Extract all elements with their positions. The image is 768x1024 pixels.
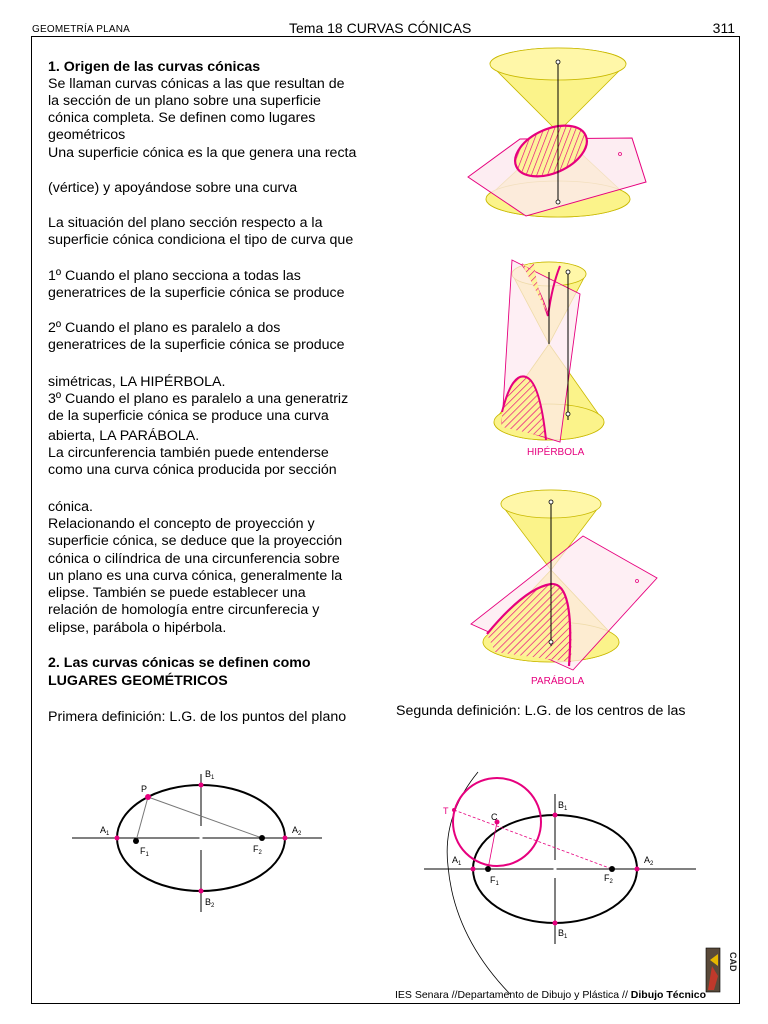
header-subject: GEOMETRÍA PLANA [32,24,131,35]
hyperbola-caption: HIPÉRBOLA [527,447,585,458]
parabola-caption: PARÁBOLA [531,676,585,687]
text-line: cónica completa. Se definen como lugares [48,110,316,126]
text-line: elipse, parábola o hipérbola. [48,620,227,636]
logo-text: CAD [728,952,738,972]
point-a1-label: $A_1$ [452,855,462,867]
focus-f1-label: $F_1$ [140,846,149,858]
point-a2-label: $A_2$ [644,855,654,867]
text-line: de la superficie cónica se produce una curva [48,408,329,424]
second-definition: Segunda definición: L.G. de los centros de las [396,703,686,719]
text-line: 2º Cuando el plano es paralelo a dos [48,320,281,336]
text-line: un plano es una curva cónica, generalmente la [48,568,343,584]
text-line: generatrices de la superficie cónica se produce [48,337,345,353]
point-b1-label: $B_1$ [558,800,568,812]
text-line: superficie cónica condiciona el tipo de curva que [48,232,354,248]
text-line: cónica. [48,499,93,515]
hyperbola-cone-figure [482,252,612,452]
point-a2-label: $A_2$ [292,825,302,837]
text-line: La situación del plano sección respecto a la [48,215,323,231]
ellipse-foci-diagram [70,766,330,916]
footer-bold: Dibujo Técnico [630,989,707,1001]
focus-f2-label: $F_2$ [253,844,262,856]
text-line: elipse. También se puede establecer una [48,585,306,601]
point-b1-label: $B_1$ [205,769,215,781]
point-p-label: P [141,784,148,794]
ellipse-cone-figure [462,42,662,222]
text-line: simétricas, LA HIPÉRBOLA. [48,374,226,390]
cad-logo [706,946,736,998]
footer [395,989,706,1001]
text-line: generatrices de la superficie cónica se produce [48,285,345,301]
text-line: como una curva cónica producida por sección [48,462,337,478]
text-line: Una superficie cónica es la que genera una recta [48,145,357,161]
focus-f1-label: $F_1$ [490,875,499,887]
point-b1-lower-label: $B_1$ [558,928,568,940]
text-line: cónica o cilíndrica de una circunferencia sobre [48,551,340,567]
text-line: geométricos [48,127,126,143]
text-line: Se llaman curvas cónicas a las que resultan de [48,76,345,92]
focus-f2-label: $F_2$ [604,873,613,885]
header-title: Tema 18 CURVAS CÓNICAS [289,20,472,36]
text-line: La circunferencia también puede entenderse [48,445,329,461]
section2-heading-line2: LUGARES GEOMÉTRICOS [48,673,228,689]
section1-heading: 1. Origen de las curvas cónicas [48,59,261,75]
point-a1-label: $A_1$ [100,825,110,837]
text-line: superficie cónica, se deduce que la proyección [48,533,343,549]
section2-heading: 2. Las curvas cónicas se definen como [48,655,311,671]
parabola-cone-figure [465,484,665,680]
text-line: Relacionando el concepto de proyección y [48,516,315,532]
text-line: la sección de un plano sobre una superficie [48,93,321,109]
text-line: abierta, LA PARÁBOLA. [48,428,200,444]
text-line: 3º Cuando el plano es paralelo a una generatriz [48,391,349,407]
text-line: (vértice) y apoyándose sobre una curva [48,180,298,196]
tangent-point-t-label: T [443,806,449,816]
ellipse-circle-centers-diagram [420,766,700,996]
footer-text: IES Senara //Departamento de Dibujo y Plástica // [395,989,631,1001]
point-b2-label: $B_2$ [205,897,215,909]
text-line: 1º Cuando el plano secciona a todas las [48,268,301,284]
text-line: relación de homología entre circunferecia y [48,602,320,618]
center-c-label: C [491,812,498,822]
first-definition: Primera definición: L.G. de los puntos del plano [48,709,347,725]
page-number: 311 [712,20,735,36]
